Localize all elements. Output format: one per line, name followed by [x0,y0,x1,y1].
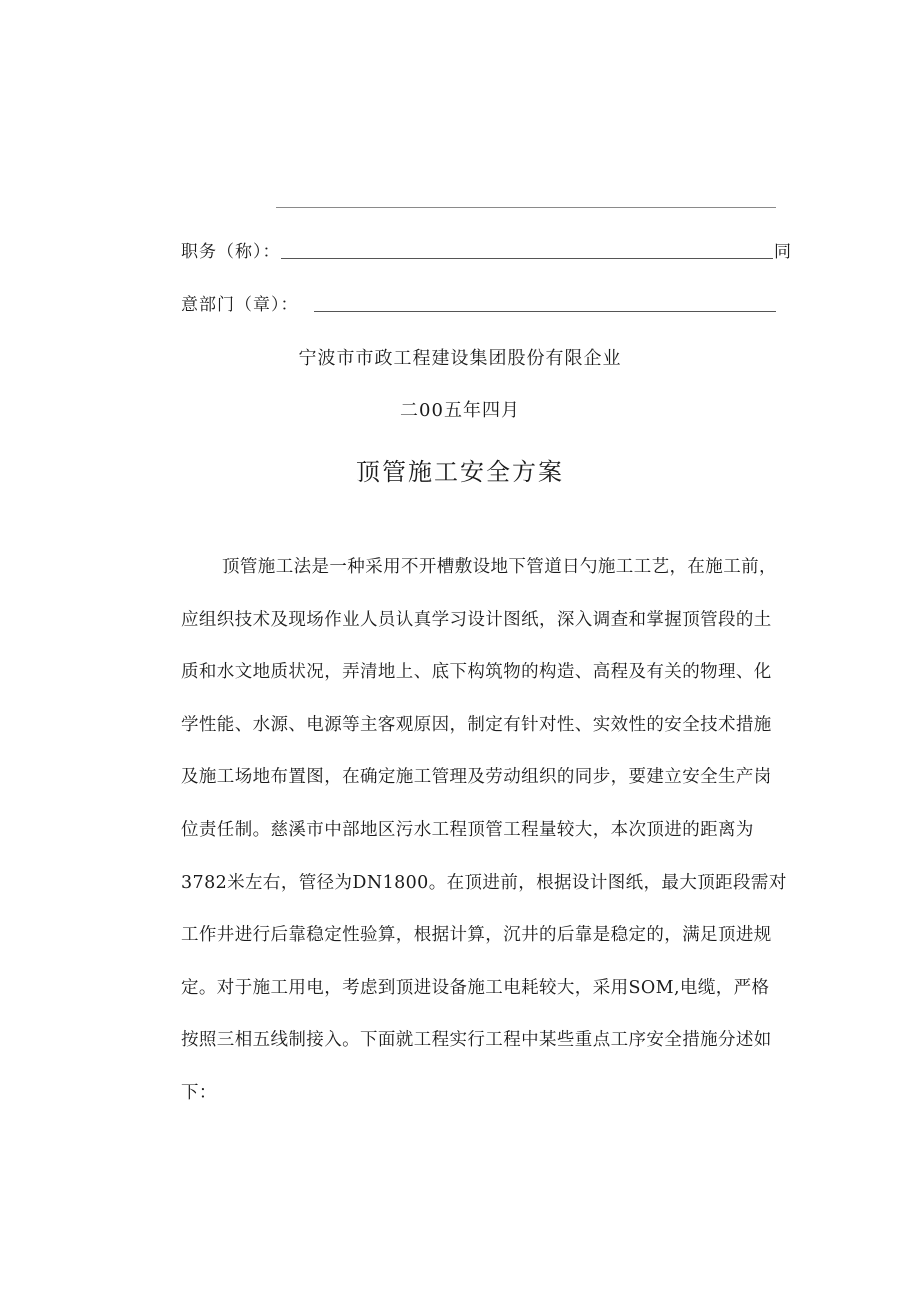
department-fill-line [314,311,776,312]
body-line: 学性能、水源、电源等主客观原因，制定有针对性、实效性的安全技术措施 [181,714,772,735]
body-line: 应组织技术及现场作业人员认真学习设计图纸，深入调查和掌握顶管段的土 [181,609,772,630]
body-line: 下： [181,1082,217,1103]
body-line: 按照三相五线制接入。下面就工程实行工程中某些重点工序安全措施分述如 [181,1030,772,1051]
body-line: 位责任制。慈溪市中部地区污水工程顶管工程量较大，本次顶进的距离为 [181,819,754,840]
department-label: 意部门（章）： [181,295,299,315]
department-field-row [181,290,791,320]
body-line: 及施工场地布置图，在确定施工管理及劳动组织的同步，要建立安全生产岗 [181,767,772,788]
position-fill-line [281,258,773,259]
signature-line-top [276,207,776,208]
body-line: 工作井进行后靠稳定性验算，根据计算，沉井的后靠是稳定的，满足顶进规 [181,925,772,946]
document-title: 顶管施工安全方案 [356,458,564,486]
body-line: 质和水文地质状况，弄清地上、底下构筑物的构造、高程及有关的物理、化 [181,662,772,683]
document-date: 二00五年四月 [400,400,520,421]
position-field-row [181,237,791,267]
body-line: 定。对于施工用电，考虑到顶进设备施工电耗较大，采用SOM,电缆，严格 [181,977,770,998]
body-paragraph [181,547,801,1126]
position-label: 职务（称）： [181,242,281,262]
body-line: 3782米左右，管径为DN1800。在顶进前，根据设计图纸，最大顶距段需对 [181,872,787,893]
company-name: 宁波市市政工程建设集团股份有限企业 [298,348,622,369]
position-tail-text: 同 [774,242,791,262]
body-line: 顶管施工法是一种采用不开槽敷设地下管道日勺施工工艺，在施工前， [222,557,777,577]
